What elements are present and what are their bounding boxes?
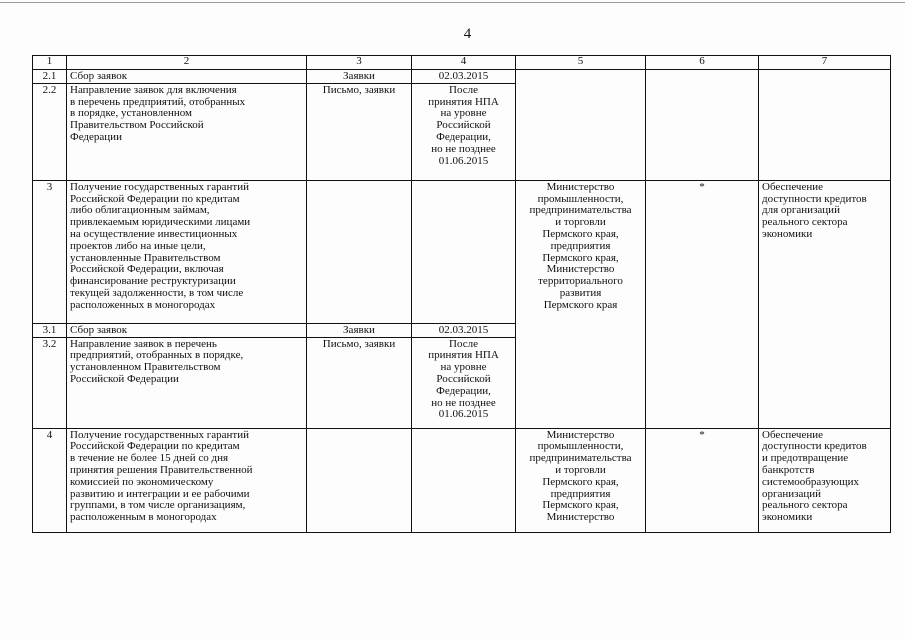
table-row — [33, 70, 891, 84]
page-number: 4 — [463, 26, 472, 42]
row-number: 3 — [33, 180, 67, 323]
row-number: 2.2 — [33, 83, 67, 180]
col-header-6: 6 — [646, 56, 759, 70]
task-name: Сбор заявок — [67, 70, 307, 84]
document-type: Заявки — [307, 323, 412, 337]
mark: * — [646, 180, 759, 428]
result-cell — [759, 70, 891, 181]
mark: * — [646, 428, 759, 532]
expected-result: Обеспечение доступности кредитов и предотвращение банкротств системообразующих организаций реального сектора экономики — [759, 428, 891, 532]
task-name: Получение государственных гарантий Российской Федерации по кредитам в течение не более 15 дней со дня принятия решения Правительственной комиссией по экономическому развитию и интеграции и ее рабочими группами, в том числе организациям, расположенным в моногородах — [67, 428, 307, 532]
row-number: 2.1 — [33, 70, 67, 84]
col-header-3: 3 — [307, 56, 412, 70]
task-name: Направление заявок в перечень предприятий, отобранных в порядке, установленном Правительством Российской Федерации — [67, 337, 307, 428]
table-row — [33, 428, 891, 532]
document-type: Заявки — [307, 70, 412, 84]
col-header-5: 5 — [516, 56, 646, 70]
col-header-7: 7 — [759, 56, 891, 70]
deadline: После принятия НПА на уровне Российской Федерации, но не позднее 01.06.2015 — [412, 337, 516, 428]
deadline: 02.03.2015 — [412, 70, 516, 84]
responsible: Министерство промышленности, предпринимательства и торговли Пермского края, предприятия Пермского края, Министерство — [516, 428, 646, 532]
deadline: 02.03.2015 — [412, 323, 516, 337]
deadline — [412, 180, 516, 323]
header-row — [33, 56, 891, 70]
col-header-1: 1 — [33, 56, 67, 70]
responsible: Министерство промышленности, предпринимательства и торговли Пермского края, предприятия Пермского края, Министерство территориального развития Пермского края — [516, 180, 646, 428]
deadline: После принятия НПА на уровне Российской Федерации, но не позднее 01.06.2015 — [412, 83, 516, 180]
top-rule — [0, 2, 905, 3]
mark-cell — [646, 70, 759, 181]
plan-table — [32, 55, 891, 533]
task-name: Сбор заявок — [67, 323, 307, 337]
col-header-2: 2 — [67, 56, 307, 70]
row-number: 3.1 — [33, 323, 67, 337]
col-header-4: 4 — [412, 56, 516, 70]
row-number: 4 — [33, 428, 67, 532]
task-name: Направление заявок для включения в перечень предприятий, отобранных в порядке, установленном Правительством Российской Федерации — [67, 83, 307, 180]
document-type: Письмо, заявки — [307, 83, 412, 180]
task-name: Получение государственных гарантий Российской Федерации по кредитам либо облигационным займам, привлекаемым юридическими лицами на осуществление инвестиционных проектов либо на иные цели, установленные Правительством Российской Федерации, включая финансирование реструктуризации текущей задолженности, в том числе расположенных в моногородах — [67, 180, 307, 323]
document-type: Письмо, заявки — [307, 337, 412, 428]
deadline — [412, 428, 516, 532]
row-number: 3.2 — [33, 337, 67, 428]
expected-result: Обеспечение доступности кредитов для организаций реального сектора экономики — [759, 180, 891, 428]
table-row — [33, 180, 891, 323]
document-type — [307, 428, 412, 532]
document-type — [307, 180, 412, 323]
responsible-cell — [516, 70, 646, 181]
